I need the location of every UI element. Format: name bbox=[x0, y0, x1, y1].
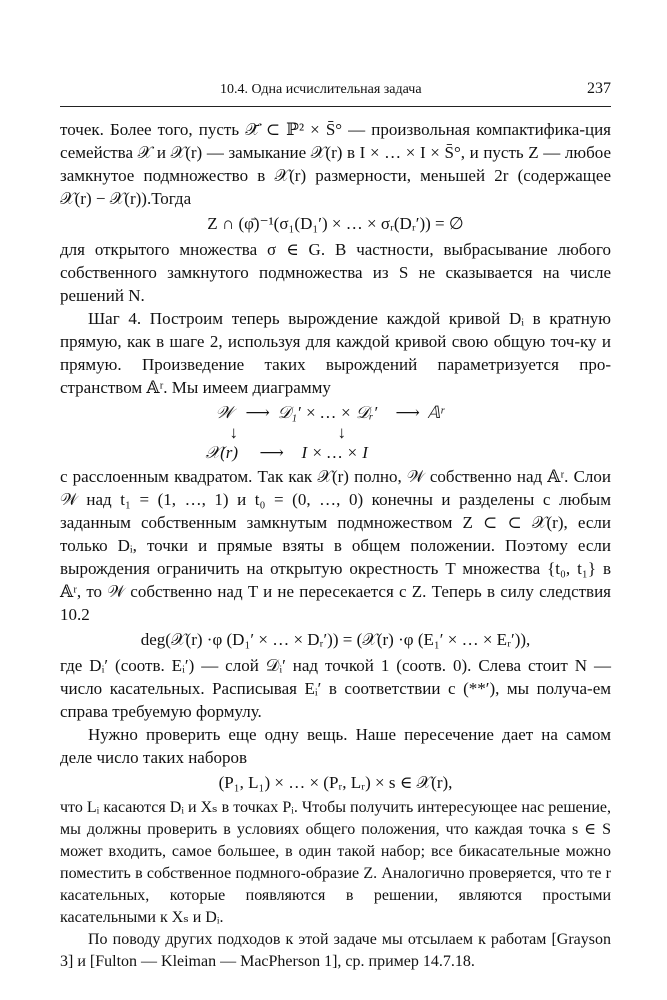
diagram-middle-row bbox=[206, 421, 466, 441]
paragraph-5: где Dᵢ′ (соотв. Eᵢ′) — слой 𝒟ᵢ′ над точкой 1 (соотв. 0). Слева стоит N — число касательных. Расписывая Eᵢ′ в соответствии с (**′), мы получа-ем справа требуемую формулу. bbox=[60, 656, 611, 721]
diagram-product-i: I × … × I bbox=[301, 443, 368, 462]
paragraph-8: По поводу других подходов к этой задаче мы отсылаем к работам [Grayson 3] и [Fulton — Kleiman — MacPherson 1], ср. пример 14.7.18. bbox=[60, 931, 611, 970]
page-body bbox=[60, 118, 611, 973]
diagram-w: 𝒲 bbox=[215, 403, 234, 422]
formula-3: (P₁, L₁) × … × (Pᵣ, Lᵣ) × s ∈ 𝒳(r), bbox=[218, 773, 453, 792]
commutative-diagram bbox=[206, 401, 466, 461]
diagram-arrow: ⟶ bbox=[245, 403, 270, 422]
paragraph-3: Шаг 4. Построим теперь вырождение каждой кривой Dᵢ в кратную прямую, как в шаге 2, используя для каждой кривой свою общую точ-ку и прямую. Произведение таких вырождений параметризуется про-странством 𝔸ʳ. Мы имеем диаграмму bbox=[60, 309, 611, 397]
diagram-down-arrow: ↓ bbox=[229, 423, 238, 442]
diagram-arrow: ⟶ bbox=[395, 403, 420, 422]
paragraph-7: что Lᵢ касаются Dᵢ и Xₛ в точках Pᵢ. Чтобы получить интересующее нас решение, мы должны проверить в условиях общего положения, что каждая точка s ∈ S может входить, самое большее, в один такой набор; все бикасательные можно поместить в собственное подмного-образие Z. Аналогично проверяется, что те r касательных, которые появляются в решении, являются простыми касательными к Xₛ и Dᵢ. bbox=[60, 799, 611, 926]
diagram-x-r: 𝒳(r) bbox=[205, 443, 239, 462]
diagram-down-arrow: ↓ bbox=[337, 423, 346, 442]
paragraph-4: с расслоенным квадратом. Так как 𝒳(r) полно, 𝒲 собственно над 𝔸ʳ. Слои 𝒲 над t₁ = (1, …, 1) и t₀ = (0, …, 0) конечны и разделены с любым заданным собственным замкнутым подмножеством Z ⊂ ⊂ 𝒳(r), если только Dᵢ, точки и прямые взяты в общем положении. Поэтому если вырождения ограничить на открытую окрестность T множества {t₀, t₁} в 𝔸ʳ, то 𝒲 собственно над T и не пересекается с Z. Теперь в силу следствия 10.2 bbox=[60, 467, 611, 624]
paragraph-2: для открытого множества σ ∈ G. В частности, выбрасывание любого собственного замкнутого подмножества из S не сказывается на числе решений N. bbox=[60, 240, 611, 305]
running-header bbox=[60, 80, 611, 107]
formula-1: Z ∩ (φ̄)⁻¹(σ₁(D₁′) × … × σᵣ(Dᵣ′)) = ∅ bbox=[207, 214, 464, 233]
diagram-arrow: ⟶ bbox=[259, 443, 284, 462]
diagram-bottom-row bbox=[206, 441, 466, 461]
page-number: 237 bbox=[587, 80, 611, 97]
diagram-product-d: 𝒟₁′ × … × 𝒟ᵣ′ bbox=[277, 403, 378, 422]
diagram-top-row bbox=[206, 401, 466, 421]
paragraph-6: Нужно проверить еще одну вещь. Наше пересечение дает на самом деле число таких наборов bbox=[60, 725, 611, 767]
paragraph-1: точек. Более того, пусть 𝒳̄ ⊂ ℙ² × S̄° — произвольная компактифика-ция семейства 𝒳 и 𝒳(r) — замыкание 𝒳(r) в I × … × I × S̄°, и пусть Z — любое замкнутое подмножество в 𝒳(r) размерности, меньшей 2r (содержащее 𝒳(r) − 𝒳(r)).Тогда bbox=[60, 120, 611, 208]
running-title: 10.4. Одна исчислительная задача bbox=[220, 82, 422, 97]
formula-2: deg(𝒳(r) ·φ (D₁′ × … × Dᵣ′)) = (𝒳(r) ·φ (E₁′ × … × Eᵣ′)), bbox=[140, 630, 531, 649]
diagram-affine-space: 𝔸ʳ bbox=[427, 403, 444, 422]
